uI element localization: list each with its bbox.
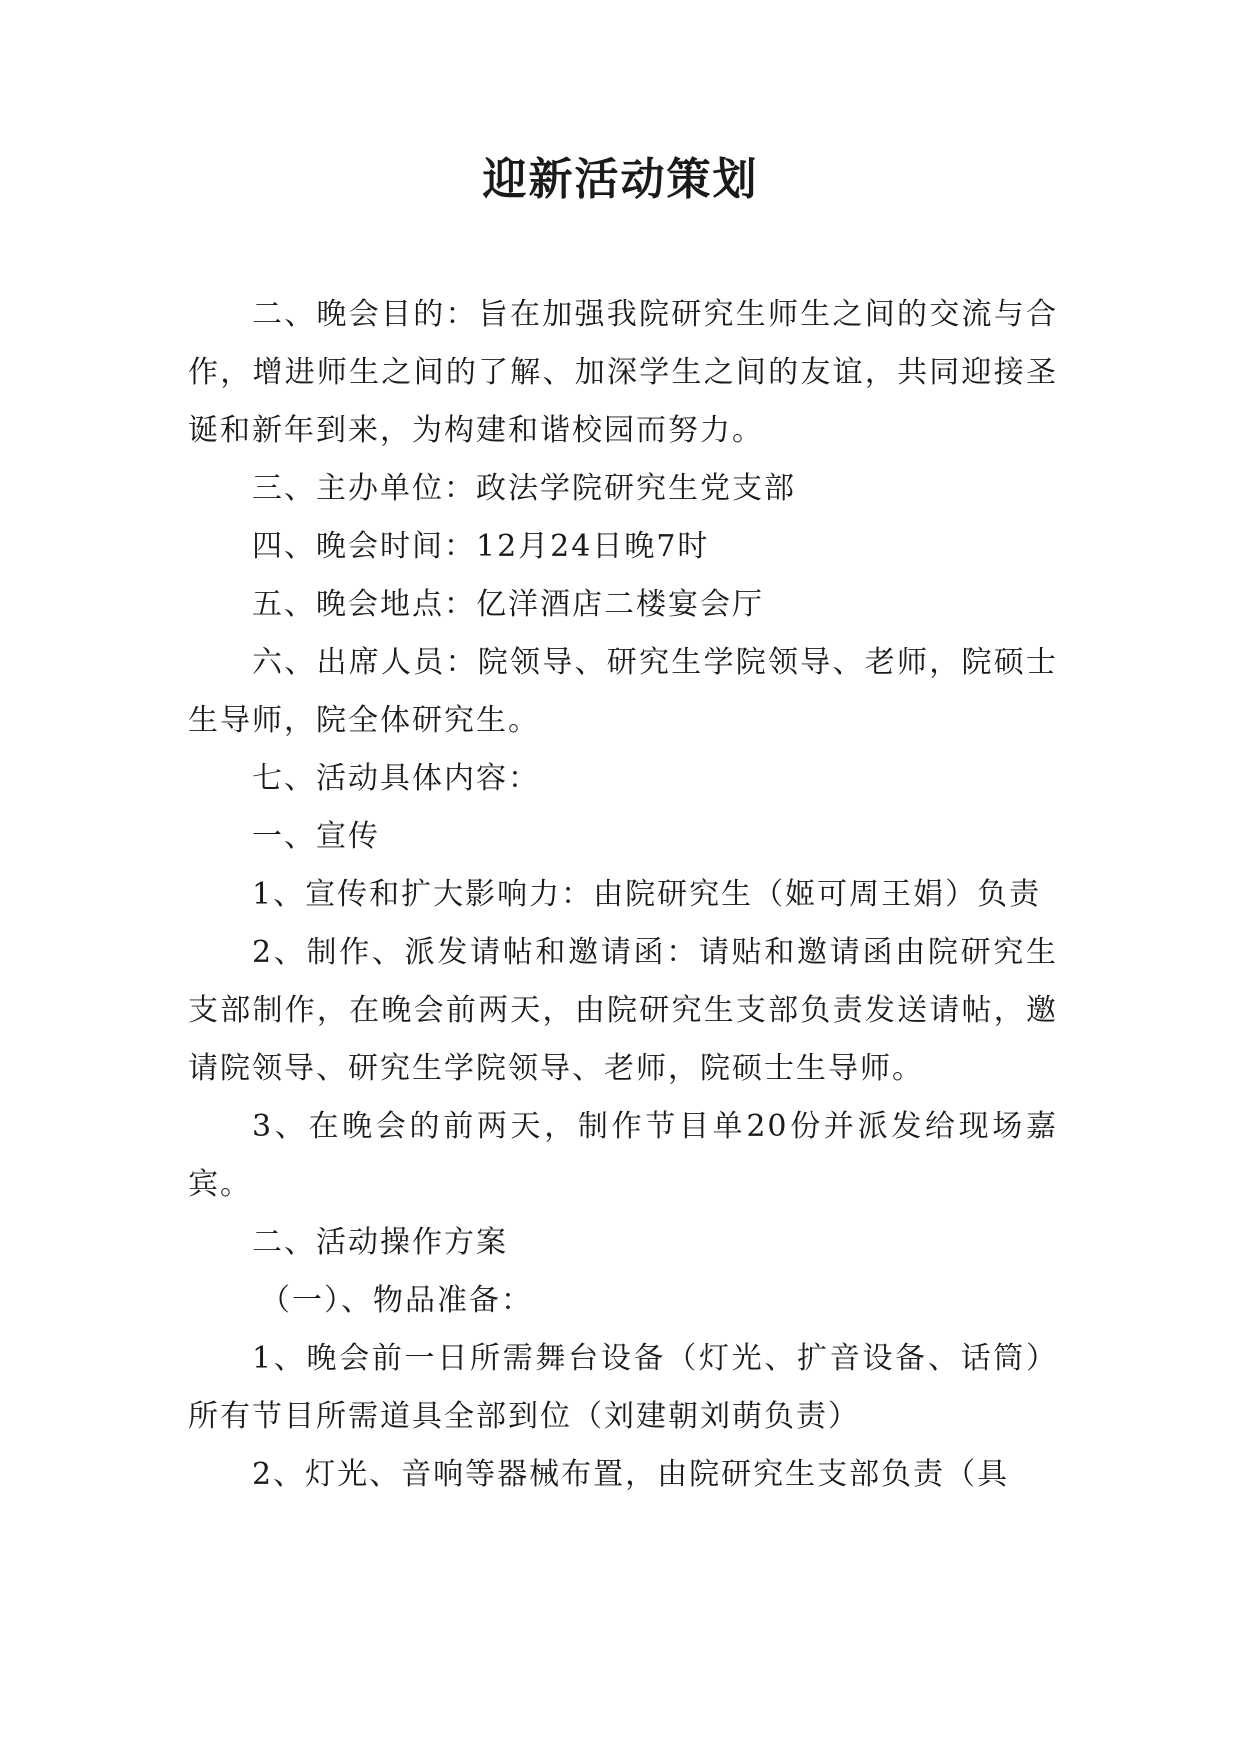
section-heading-publicity: 一、宣传 — [252, 819, 380, 854]
document-title: 迎新活动策划 — [482, 154, 759, 205]
subsection-heading-supplies: （一）、物品准备： — [260, 1283, 533, 1318]
paragraph-organizer: 三、主办单位：政法学院研究生党支部 — [252, 471, 796, 506]
paragraph-location: 五、晚会地点：亿洋酒店二楼宴会厅 — [252, 587, 764, 622]
section-heading-operation-plan: 二、活动操作方案 — [252, 1225, 508, 1260]
paragraph-publicity-1: 1、宣传和扩大影响力：由院研究生（姬可周王娟）负责 — [252, 877, 1042, 912]
document-body — [188, 286, 1058, 1504]
paragraph-attendees: 六、出席人员：院领导、研究生学院领导、老师，院硕士生导师，院全体研究生。 — [188, 645, 1058, 738]
paragraph-publicity-2: 2、制作、派发请帖和邀请函：请贴和邀请函由院研究生支部制作，在晚会前两天，由院研究生支部负责发送请帖，邀请院领导、研究生学院领导、老师，院硕士生导师。 — [188, 935, 1058, 1086]
paragraph-purpose: 二、晚会目的：旨在加强我院研究生师生之间的交流与合作，增进师生之间的了解、加深学生之间的友谊，共同迎接圣诞和新年到来，为构建和谐校园而努力。 — [188, 297, 1058, 448]
paragraph-publicity-3: 3、在晚会的前两天，制作节目单20份并派发给现场嘉宾。 — [188, 1109, 1058, 1202]
paragraph-activity-content: 七、活动具体内容： — [252, 761, 540, 796]
paragraph-supplies-2: 2、灯光、音响等器械布置，由院研究生支部负责（具 — [252, 1457, 1010, 1492]
paragraph-supplies-1: 1、晚会前一日所需舞台设备（灯光、扩音设备、话筒）所有节目所需道具全部到位（刘建朝刘萌负责） — [188, 1341, 1058, 1434]
paragraph-time: 四、晚会时间：12月24日晚7时 — [252, 529, 710, 564]
